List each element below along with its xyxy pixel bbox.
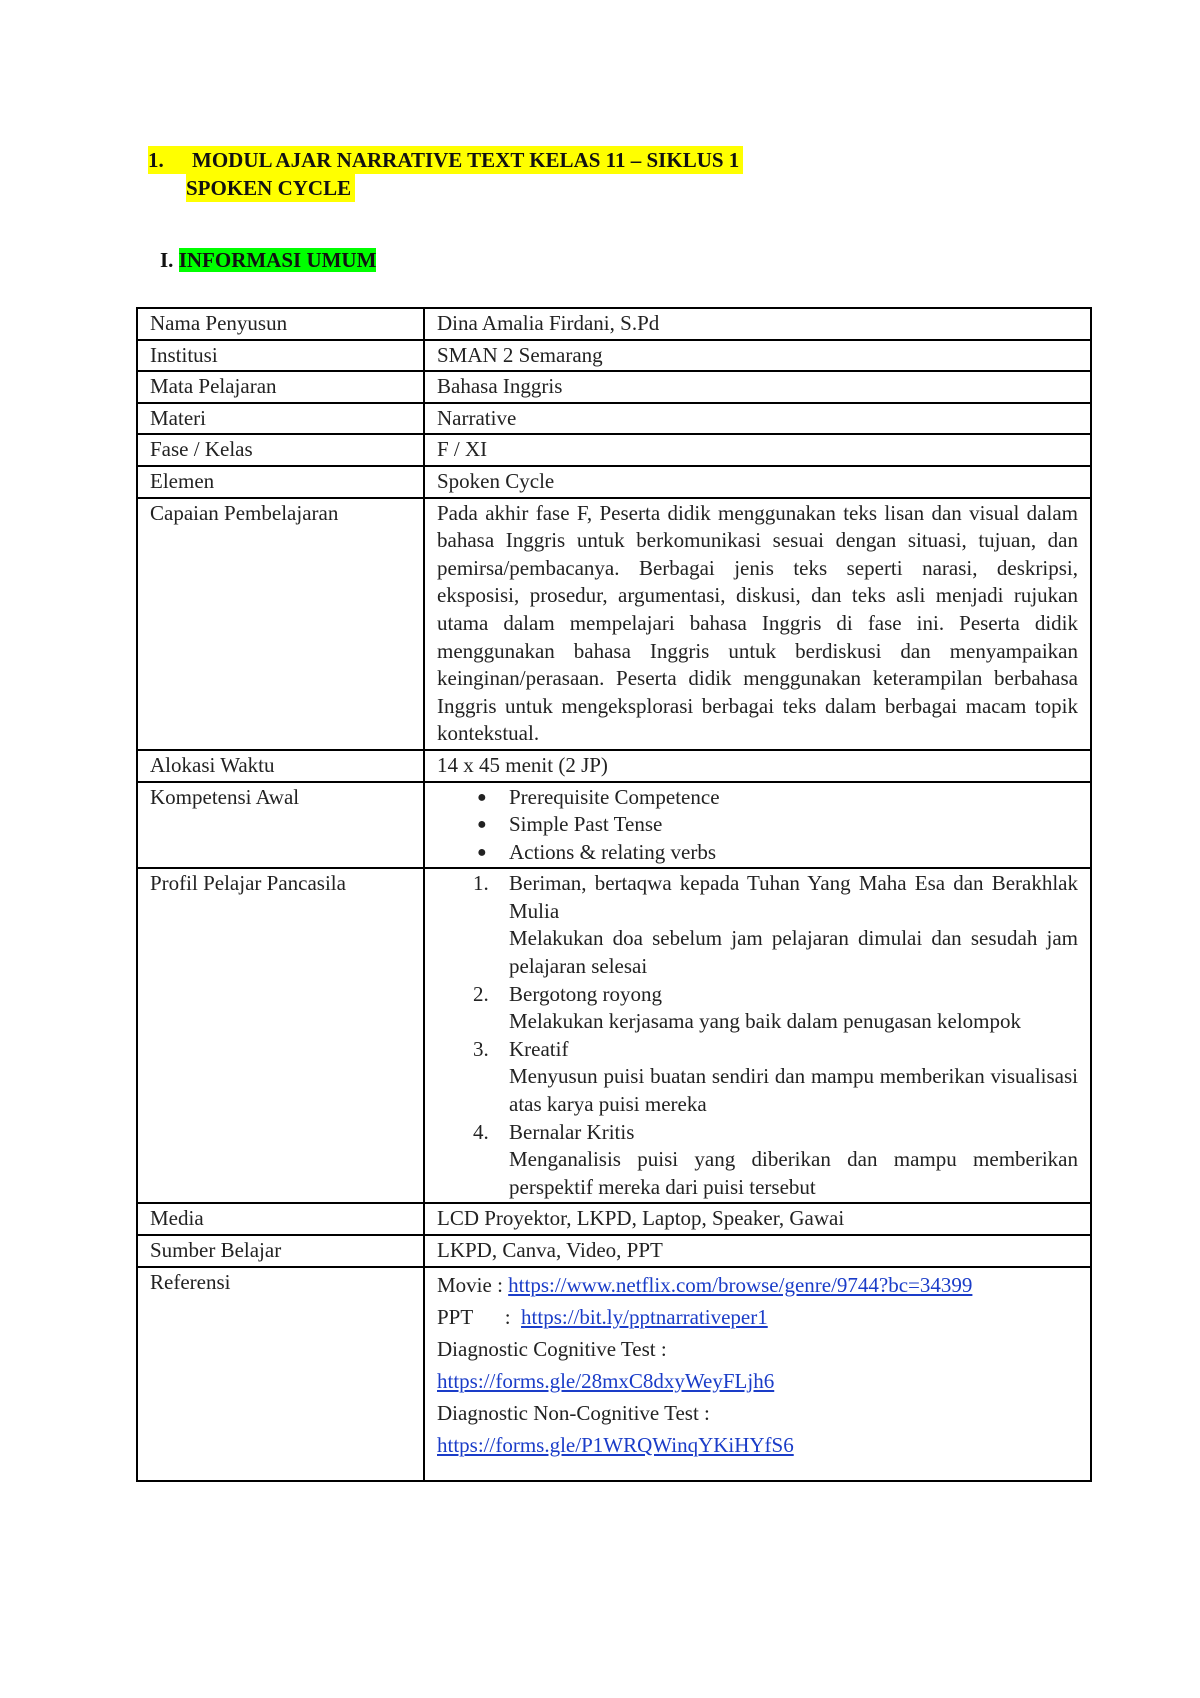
- list-item: [437, 1119, 1078, 1202]
- row-value: Narrative: [424, 403, 1091, 435]
- row-label: Materi: [137, 403, 424, 435]
- table-row: [137, 782, 1091, 869]
- profil-title: Bergotong royong: [509, 981, 663, 1006]
- profil-list-cell: [424, 868, 1091, 1203]
- row-label: Alokasi Waktu: [137, 750, 424, 782]
- profil-title: Bernalar Kritis: [509, 1119, 635, 1144]
- section-title: INFORMASI UMUM: [178, 248, 377, 272]
- row-label: Sumber Belajar: [137, 1235, 424, 1267]
- list-number: 2.: [473, 981, 489, 1006]
- heading-title: MODUL AJAR NARRATIVE TEXT KELAS 11 – SIKLUS 1: [192, 146, 743, 174]
- table-row: [137, 466, 1091, 498]
- table-row: [137, 1267, 1091, 1481]
- table-row: [137, 434, 1091, 466]
- row-label: Media: [137, 1203, 424, 1235]
- profil-desc: Melakukan doa sebelum jam pelajaran dimulai dan sesudah jam pelajaran selesai: [509, 926, 1078, 979]
- module-heading: [148, 146, 743, 202]
- table-row: [137, 1235, 1091, 1267]
- ppt-link[interactable]: https://bit.ly/pptnarrativeper1: [521, 1304, 768, 1329]
- row-value: Bahasa Inggris: [424, 371, 1091, 403]
- heading-number: 1.: [148, 146, 192, 174]
- movie-separator: :: [491, 1272, 509, 1297]
- row-label: Nama Penyusun: [137, 308, 424, 340]
- row-label: Kompetensi Awal: [137, 782, 424, 869]
- row-label: Fase / Kelas: [137, 434, 424, 466]
- ppt-label: PPT: [437, 1304, 474, 1329]
- movie-reference: [437, 1269, 1078, 1301]
- movie-link[interactable]: https://www.netflix.com/browse/genre/9744?bc=34399: [508, 1272, 973, 1297]
- row-label: Profil Pelajar Pancasila: [137, 868, 424, 1203]
- table-row: [137, 868, 1091, 1203]
- list-number: 1.: [473, 871, 489, 896]
- row-label: Mata Pelajaran: [137, 371, 424, 403]
- profil-desc: Menyusun puisi buatan sendiri dan mampu memberikan visualisasi atas karya puisi mereka: [509, 1064, 1078, 1117]
- ppt-reference: [437, 1301, 1078, 1333]
- list-number: 3.: [473, 1036, 489, 1061]
- capaian-text: Pada akhir fase F, Peserta didik menggunakan teks lisan dan visual dalam bahasa Inggris untuk berkomunikasi sesuai dengan situasi, tujuan, dan pemirsa/pembacanya. Berbagai jenis teks seperti narasi, deskripsi, eksposisi, prosedur, argumentasi, diskusi, dan teks asli menjadi rujukan utama dalam mempelajari bahasa Inggris di fase ini. Peserta didik menggunakan bahasa Inggris untuk berdiskusi dan menyampaikan keinginan/perasaan. Peserta didik menggunakan keterampilan berbahasa Inggris untuk mengeksplorasi berbagai teks dalam berbagai macam topik kontekstual.: [424, 498, 1091, 750]
- table-row: [137, 340, 1091, 372]
- referensi-cell: [424, 1267, 1091, 1481]
- diag-noncognitive-label: Diagnostic Non-Cognitive Test :: [437, 1400, 710, 1425]
- profil-title: Kreatif: [509, 1036, 569, 1061]
- table-row: [137, 308, 1091, 340]
- row-label: Referensi: [137, 1267, 424, 1481]
- row-value: LCD Proyektor, LKPD, Laptop, Speaker, Gawai: [424, 1203, 1091, 1235]
- table-row: [137, 371, 1091, 403]
- row-value: 14 x 45 menit (2 JP): [424, 750, 1091, 782]
- profil-desc: Menganalisis puisi yang diberikan dan mampu memberikan perspektif mereka dari puisi tersebut: [509, 1147, 1078, 1199]
- row-value: Spoken Cycle: [424, 466, 1091, 498]
- profil-list: [437, 870, 1078, 1201]
- kompetensi-list: [437, 784, 1078, 867]
- list-number: 4.: [473, 1119, 489, 1144]
- profil-desc: Melakukan kerjasama yang baik dalam penugasan kelompok: [509, 1009, 1021, 1034]
- ppt-separator: :: [504, 1304, 511, 1329]
- heading-subtitle: SPOKEN CYCLE: [186, 174, 355, 202]
- list-item: ● Prerequisite Competence: [437, 784, 1078, 812]
- list-item: [437, 870, 1078, 980]
- table-row: [137, 1203, 1091, 1235]
- kompetensi-list-cell: [424, 782, 1091, 869]
- table-row: [137, 750, 1091, 782]
- diag-noncognitive-link[interactable]: https://forms.gle/P1WRQWinqYKiHYfS6: [437, 1432, 794, 1457]
- table-row: [137, 498, 1091, 750]
- profil-title: Beriman, bertaqwa kepada Tuhan Yang Maha Esa dan Berakhlak Mulia: [509, 871, 1078, 923]
- diag-cognitive-link[interactable]: https://forms.gle/28mxC8dxyWeyFLjh6: [437, 1368, 775, 1393]
- row-value: F / XI: [424, 434, 1091, 466]
- diag-cognitive-label: Diagnostic Cognitive Test :: [437, 1336, 667, 1361]
- info-table: [136, 307, 1092, 1482]
- list-item: [437, 981, 1078, 1036]
- row-value: SMAN 2 Semarang: [424, 340, 1091, 372]
- list-item: [437, 1036, 1078, 1119]
- row-label: Elemen: [137, 466, 424, 498]
- section-heading: [160, 246, 376, 274]
- row-value: LKPD, Canva, Video, PPT: [424, 1235, 1091, 1267]
- row-label: Capaian Pembelajaran: [137, 498, 424, 750]
- section-numeral: I.: [160, 248, 174, 272]
- row-value: Dina Amalia Firdani, S.Pd: [424, 308, 1091, 340]
- list-item: ● Simple Past Tense: [437, 811, 1078, 839]
- list-item: ● Actions & relating verbs: [437, 839, 1078, 867]
- table-row: [137, 403, 1091, 435]
- movie-label: Movie: [437, 1272, 492, 1297]
- row-label: Institusi: [137, 340, 424, 372]
